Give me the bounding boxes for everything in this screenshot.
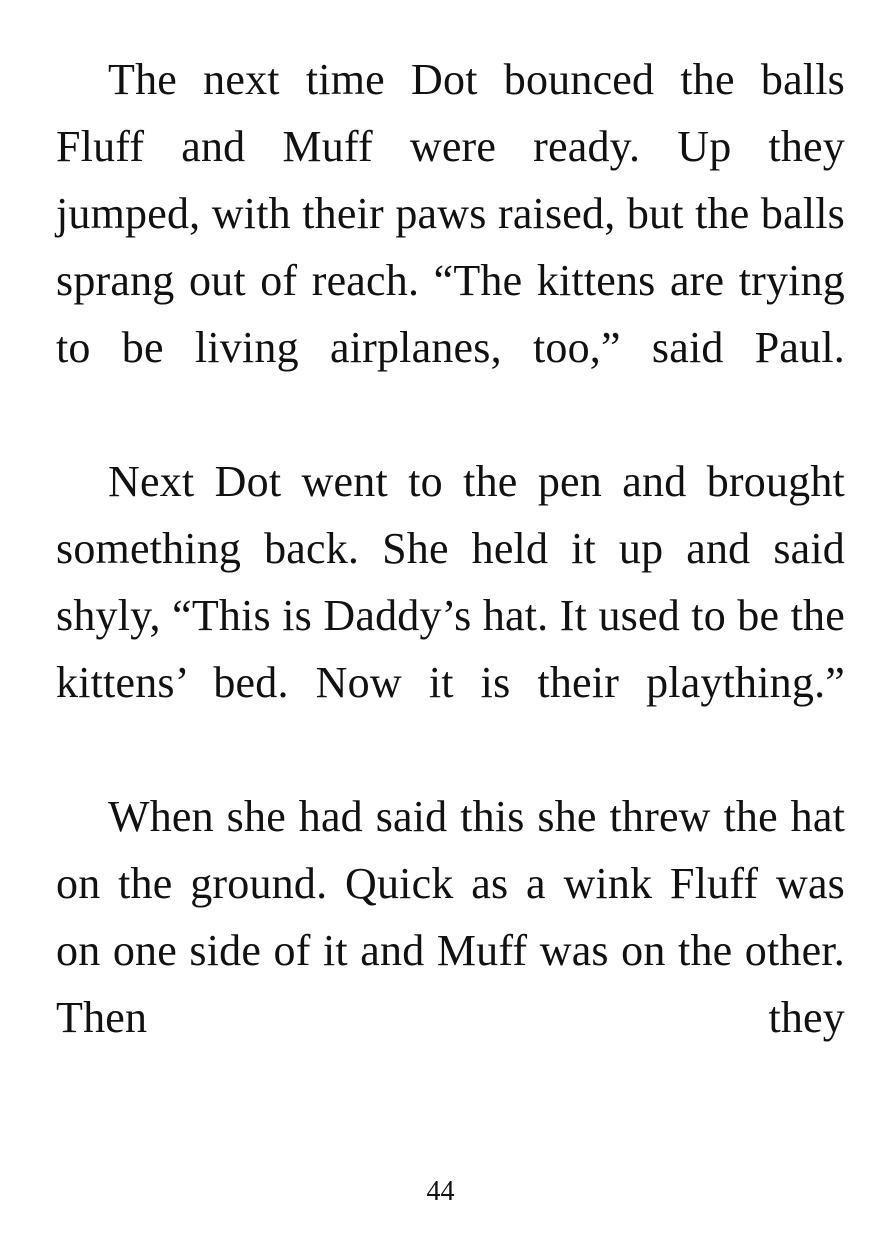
page-body-text [56,46,845,1118]
page-number: 44 [426,1176,455,1207]
paragraph: The next time Dot bounced the balls Fluff and Muff were ready. Up they jumped, with their paws raised, but the balls sprang out of reach. “The kittens are trying to be living airplanes, too,” said Paul. [56,55,845,372]
paragraph: Next Dot went to the pen and brought something back. She held it up and said shyly, “This is Daddy’s hat. It used to be the kittens’ bed. Now it is their plaything.” [56,457,845,707]
paragraph: When she had said this she threw the hat on the ground. Quick as a wink Fluff was on one side of it and Muff was on the other. Then they [56,792,845,1042]
